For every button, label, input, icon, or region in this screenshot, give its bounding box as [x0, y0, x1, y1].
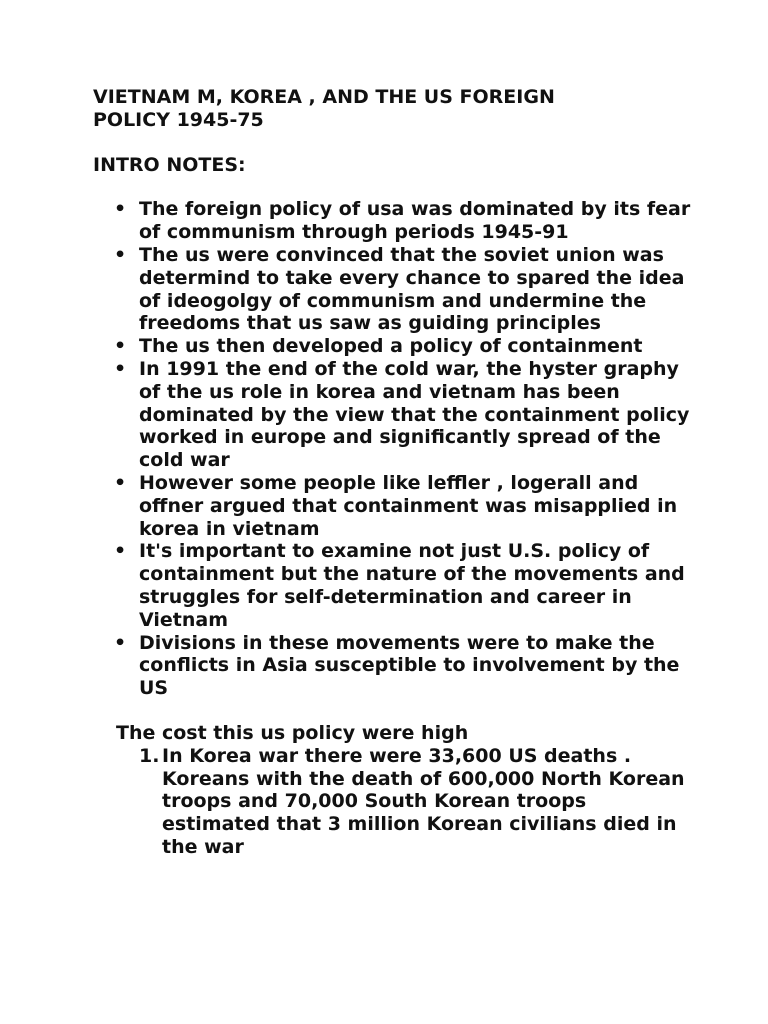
title-line-2: POLICY 1945-75 [93, 108, 264, 131]
bullet-text: Divisions in these movements were to make the conflicts in Asia susceptible to involvement by the US [139, 631, 680, 700]
bullet-icon: • [114, 243, 127, 266]
bullet-item [93, 632, 693, 700]
numbered-list [93, 745, 693, 859]
intro-heading: INTRO NOTES: [93, 153, 246, 176]
numbered-item [93, 745, 693, 859]
bullet-text: It's important to examine not just U.S. policy of containment but the nature of the movements and struggles for self-determination and career in Vietnam [139, 540, 685, 631]
item-text: In Korea war there were 33,600 US deaths . Koreans with the death of 600,000 North Korean troops and 70,000 South Korean troops estimated that 3 million Korean civilians died in the war [162, 744, 685, 858]
bullet-item [93, 198, 693, 244]
bullet-text: The us then developed a policy of containment [139, 335, 643, 358]
title-line-1: VIETNAM M, KOREA , AND THE US FOREIGN [93, 86, 555, 108]
cost-heading: The cost this us policy were high [116, 721, 469, 744]
document-content [93, 86, 693, 859]
bullet-icon: • [114, 631, 127, 654]
bullet-item [93, 472, 693, 540]
bullet-item [93, 335, 693, 358]
bullet-item [93, 244, 693, 335]
bullet-icon: • [114, 335, 127, 358]
bullet-item [93, 540, 693, 631]
bullet-icon: • [114, 471, 127, 494]
document-title [93, 86, 693, 132]
bullet-text: The foreign policy of usa was dominated by its fear of communism through periods 1945-91 [139, 198, 691, 244]
bullet-list [93, 198, 693, 700]
bullet-text: The us were convinced that the soviet union was determind to take every chance to spared the idea of ideogolgy of communism and undermine the freedoms that us saw as guiding principles [139, 243, 685, 335]
item-number: 1. [139, 744, 160, 767]
bullet-text: However some people like leffler , logerall and offner argued that containment was misapplied in korea in vietnam [139, 471, 678, 540]
bullet-text: In 1991 the end of the cold war, the hyster graphy of the us role in korea and vietnam has been dominated by the view that the containment policy worked in europe and significantly spread of the cold war [139, 357, 690, 472]
bullet-icon: • [114, 357, 127, 380]
bullet-icon: • [114, 198, 127, 221]
bullet-icon: • [114, 540, 127, 563]
bullet-item [93, 358, 693, 472]
